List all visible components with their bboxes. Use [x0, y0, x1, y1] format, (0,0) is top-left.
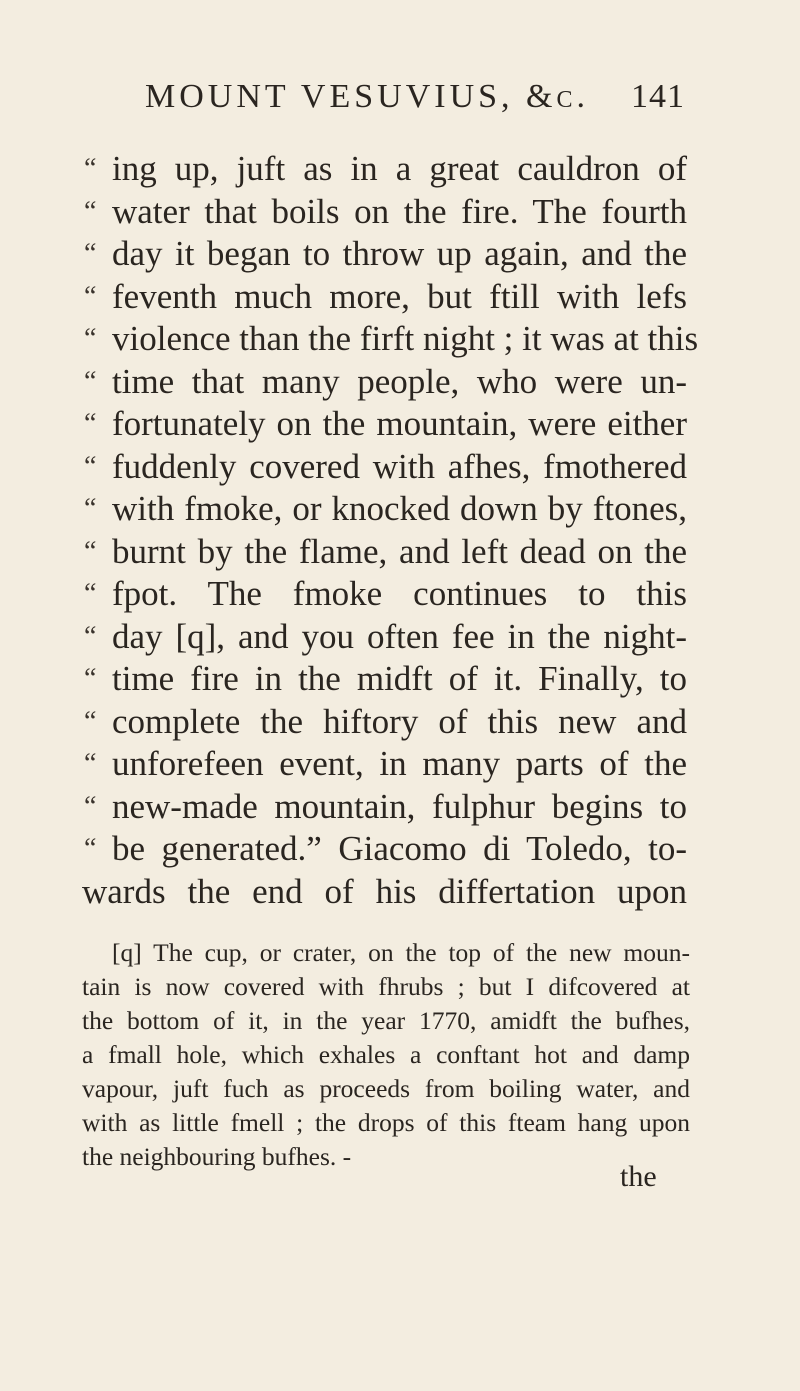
text-line: “ ing up, juft as in a great cauldron of: [112, 148, 687, 191]
text-line: “ new-made mountain, fulphur begins to: [112, 786, 687, 829]
footnote-line: tain is now covered with fhrubs ; but I difcovered at: [82, 972, 690, 1001]
quote-mark: “: [84, 280, 97, 312]
quote-mark: “: [84, 450, 97, 482]
footnote-line: vapour, juft fuch as proceeds from boiling water, and: [82, 1074, 690, 1103]
text-line: “ burnt by the flame, and left dead on the: [112, 531, 687, 574]
text-line: “ day [q], and you often fee in the night-: [112, 616, 687, 659]
main-text: [82, 148, 699, 913]
text-line: “ fuddenly covered with afhes, fmothered: [112, 446, 687, 489]
footnote-line: [q] The cup, or crater, on the top of the new moun-: [112, 938, 690, 967]
quote-mark: “: [84, 790, 97, 822]
footnote-line: the neighbouring bufhes. -: [82, 1142, 352, 1171]
quote-mark: “: [84, 535, 97, 567]
quote-mark: “: [84, 748, 97, 779]
footnote-line: with as little fmell ; the drops of this fteam hang upon: [82, 1108, 690, 1137]
text-line: “ be generated.” Giacomo di Toledo, to-: [112, 828, 687, 871]
running-title: MOUNT VESUVIUS, &c.: [145, 78, 590, 115]
quote-mark: “: [84, 365, 97, 397]
quote-mark: “: [84, 663, 97, 694]
quote-mark: “: [84, 578, 97, 609]
quote-mark: “: [84, 323, 97, 354]
quote-mark: “: [84, 153, 97, 184]
text-line: “ time fire in the midft of it. Finally, to: [112, 658, 687, 701]
page-number: 141: [631, 78, 685, 115]
quote-mark: “: [84, 195, 97, 227]
quote-mark: “: [84, 493, 97, 524]
quote-mark: “: [84, 408, 97, 439]
quote-mark: “: [84, 620, 97, 652]
footnote-line: a fmall hole, which exhales a conftant hot and damp: [82, 1040, 690, 1069]
running-header: [145, 78, 685, 116]
quote-mark: “: [84, 833, 97, 864]
text-line: “ feventh much more, but ftill with lefs: [112, 276, 687, 319]
text-line: “ day it began to throw up again, and the: [112, 233, 687, 276]
text-line: “ time that many people, who were un-: [112, 361, 687, 404]
text-line: “ water that boils on the fire. The fourth: [112, 191, 687, 234]
quote-mark: “: [84, 705, 97, 737]
catchword: the: [620, 1160, 657, 1193]
text-line: “ complete the hiftory of this new and: [112, 701, 687, 744]
footnote-line: the bottom of it, in the year 1770, amidft the bufhes,: [82, 1006, 690, 1035]
text-line: “ unforefeen event, in many parts of the: [112, 743, 687, 786]
footnote: [82, 936, 690, 1174]
text-line: “ fpot. The fmoke continues to this: [112, 573, 687, 616]
text-line: “ with fmoke, or knocked down by ftones,: [112, 488, 687, 531]
text-line: “ fortunately on the mountain, were either: [112, 403, 687, 446]
text-line: wards the end of his differtation upon: [82, 871, 687, 911]
text-line: “ violence than the firft night ; it was at this: [112, 318, 687, 361]
quote-mark: “: [84, 238, 97, 269]
